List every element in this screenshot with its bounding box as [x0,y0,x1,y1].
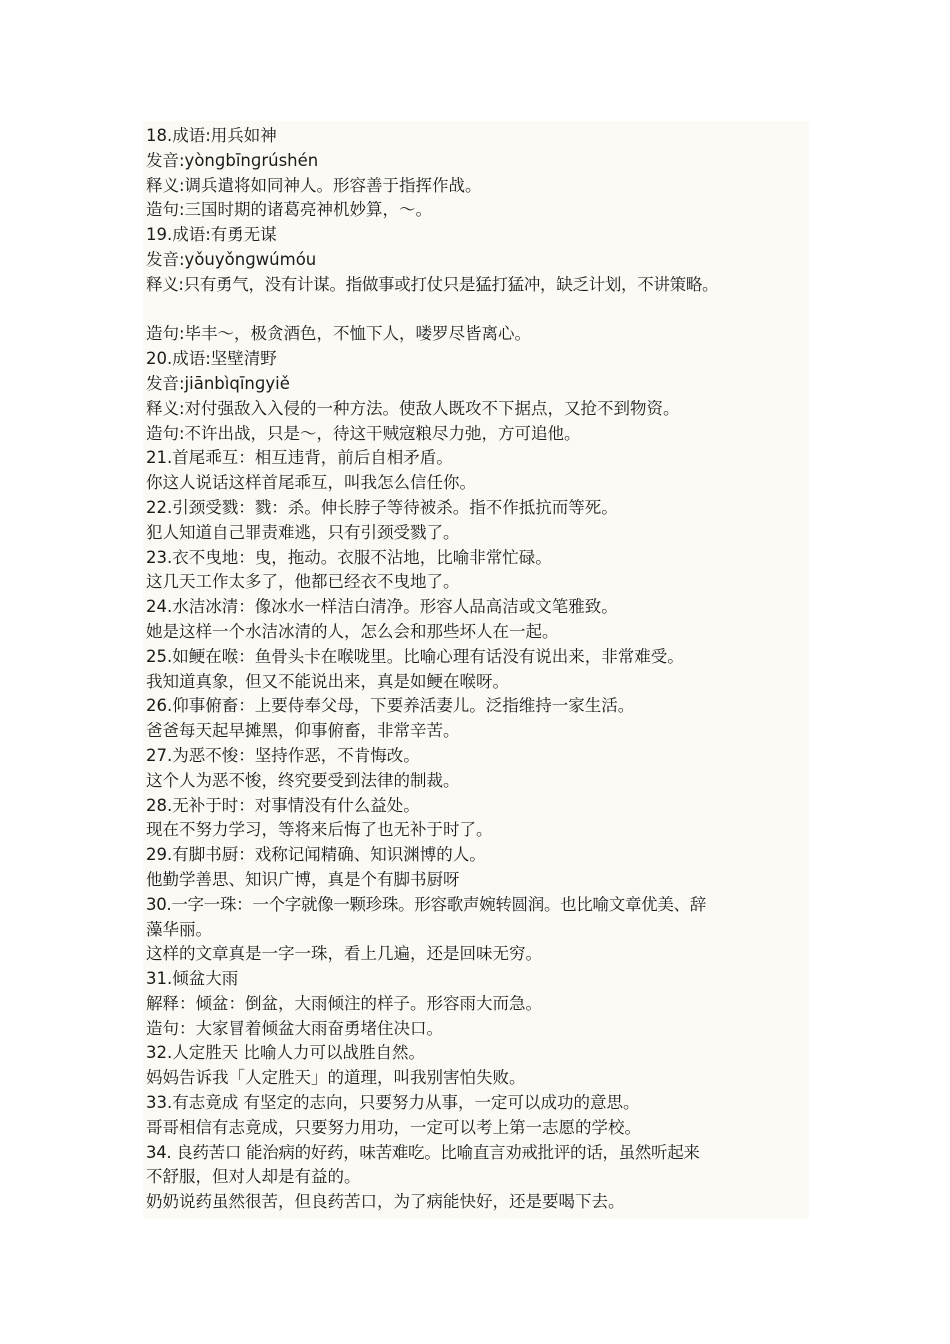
idiom-18-title: 18.成语:用兵如神 [146,126,277,145]
idiom-18-example: 造句:三国时期的诸葛亮神机妙算，～。 [146,200,433,220]
idiom-19-meaning: 释义:只有勇气，没有计谋。指做事或打仗只是猛打猛冲，缺乏计划，不讲策略。 [146,274,719,294]
text-block [143,121,809,1219]
idiom-29-example: 他勤学善思、知识广博，真是个有脚书厨呀 [146,869,460,889]
idiom-19-example: 造句:毕丰～，极贪酒色，不恤下人，喽罗尽皆离心。 [146,324,532,344]
idiom-29-definition: 29.有脚书厨：戏称记闻精确、知识渊博的人。 [146,845,486,865]
idiom-34-definition-cont: 不舒服，但对人却是有益的。 [146,1167,361,1187]
idiom-27-definition: 27.为恶不悛：坚持作恶，不肯悔改。 [146,745,420,765]
idiom-23-example: 这几天工作太多了，他都已经衣不曳地了。 [146,572,460,592]
idiom-23-definition: 23.衣不曳地：曳，拖动。衣服不沾地，比喻非常忙碌。 [146,547,552,567]
idiom-31-title: 31.倾盆大雨 [146,969,239,989]
idiom-21-definition: 21.首尾乖互：相互违背，前后自相矛盾。 [146,448,453,468]
idiom-24-example: 她是这样一个水洁冰清的人，怎么会和那些坏人在一起。 [146,621,559,641]
idiom-20-title: 20.成语:坚壁清野 [146,349,277,369]
idiom-28-definition: 28.无补于时：对事情没有什么益处。 [146,795,420,815]
idiom-20-example: 造句:不许出战，只是～，待这干贼寇粮尽力弛，方可追他。 [146,423,581,443]
idiom-19-title: 19.成语:有勇无谋 [146,225,277,245]
idiom-20-pinyin: 发音:jiānbìqīnɡyiě [146,373,290,393]
idiom-18-meaning: 释义:调兵遣将如同神人。形容善于指挥作战。 [146,175,482,195]
idiom-33-definition: 33.有志竟成 有坚定的志向，只要努力从事，一定可以成功的意思。 [146,1093,640,1113]
idiom-26-definition: 26.仰事俯畜：上要侍奉父母，下要养活妻儿。泛指维持一家生活。 [146,696,635,716]
idiom-18-pinyin: 发音:yònɡbīnɡrúshén [146,150,319,170]
idiom-31-explanation: 解释：倾盆：倒盆，大雨倾注的样子。形容雨大而急。 [146,993,542,1013]
idiom-27-example: 这个人为恶不悛，终究要受到法律的制裁。 [146,770,460,790]
idiom-34-definition: 34. 良药苦口 能治病的好药，味苦难吃。比喻直言劝戒批评的话，虽然听起来 [146,1142,700,1162]
idiom-22-example: 犯人知道自己罪责难逃，只有引颈受戮了。 [146,522,460,542]
text-lines [146,124,808,1215]
idiom-34-example: 奶奶说药虽然很苦，但良药苦口，为了病能快好，还是要喝下去。 [146,1192,625,1212]
idiom-22-definition: 22.引颈受戮：戮：杀。伸长脖子等待被杀。指不作抵抗而等死。 [146,497,618,517]
idiom-30-definition-cont: 藻华丽。 [146,919,212,939]
idiom-30-example: 这样的文章真是一字一珠，看上几遍，还是回味无穷。 [146,944,542,964]
idiom-28-example: 现在不努力学习，等将来后悔了也无补于时了。 [146,820,493,840]
idiom-24-definition: 24.水洁冰清：像冰水一样洁白清净。形容人品高洁或文笔雅致。 [146,597,618,617]
idiom-33-example: 哥哥相信有志竟成，只要努力用功，一定可以考上第一志愿的学校。 [146,1117,641,1137]
idiom-31-example: 造句：大家冒着倾盆大雨奋勇堵住决口。 [146,1018,443,1038]
idiom-25-example: 我知道真象，但又不能说出来，真是如鲠在喉呀。 [146,671,509,691]
idiom-21-example: 你这人说话这样首尾乖互，叫我怎么信任你。 [146,473,476,493]
blank-line [146,298,808,323]
idiom-20-meaning: 释义:对付强敌入入侵的一种方法。使敌人既攻不下据点，又抢不到物资。 [146,398,680,418]
idiom-32-example: 妈妈告诉我「人定胜天」的道理，叫我别害怕失败。 [146,1068,526,1088]
idiom-30-definition: 30.一字一珠：一个字就像一颗珍珠。形容歌声婉转圆润。也比喻文章优美、辞 [146,894,706,914]
idiom-25-definition: 25.如鲠在喉：鱼骨头卡在喉咙里。比喻心理有话没有说出来，非常难受。 [146,646,684,666]
idiom-26-example: 爸爸每天起早摊黑，仰事俯畜，非常辛苦。 [146,721,460,741]
idiom-19-pinyin: 发音:yǒuyǒnɡwúmóu [146,249,317,269]
idiom-32-definition: 32.人定胜天 比喻人力可以战胜自然。 [146,1043,425,1063]
